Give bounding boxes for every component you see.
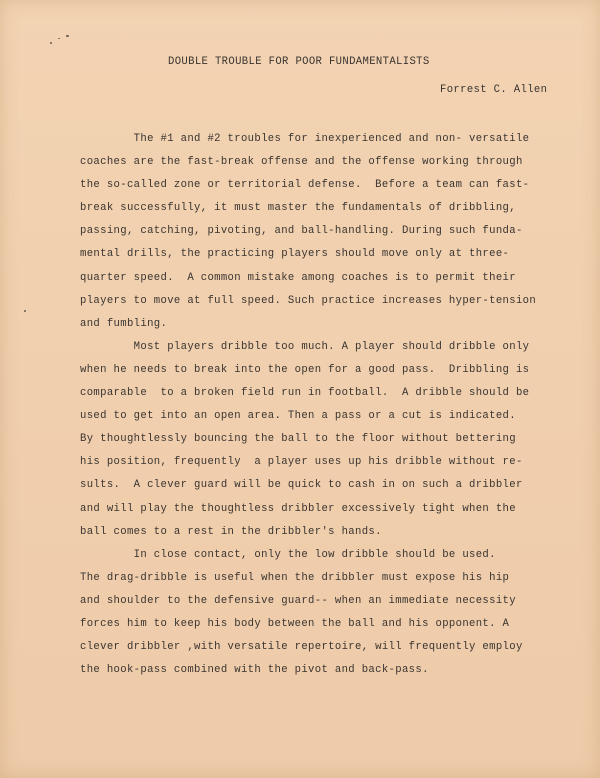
body-line: players to move at full speed. Such practice increases hyper-tension [80, 294, 537, 307]
document-author: Forrest C. Allen [440, 84, 548, 96]
body-line: coaches are the fast-break offense and the offense working through [80, 156, 523, 169]
body-line: break successfully, it must master the fundamentals of dribbling, [80, 202, 516, 215]
body-line: By thoughtlessly bouncing the ball to the floor without bettering [80, 433, 516, 446]
paper-speck [58, 38, 60, 39]
body-line: and will play the thoughtless dribbler excessively tight when the [80, 502, 516, 515]
body-line: and shoulder to the defensive guard-- when an immediate necessity [80, 594, 516, 607]
body-line: forces him to keep his body between the ball and his opponent. A [80, 617, 510, 630]
body-line: and fumbling. [80, 317, 168, 330]
document-title: DOUBLE TROUBLE FOR POOR FUNDAMENTALISTS [168, 56, 430, 68]
body-line: quarter speed. A common mistake among coaches is to permit their [80, 271, 516, 284]
body-line: sults. A clever guard will be quick to cash in on such a dribbler [80, 479, 523, 492]
body-line: comparable to a broken field run in football. A dribble should be [80, 387, 530, 400]
body-line: Most players dribble too much. A player should dribble only [80, 340, 530, 353]
paper-speck [66, 35, 69, 37]
body-line: In close contact, only the low dribble should be used. [80, 548, 496, 561]
body-line: the so-called zone or territorial defense. Before a team can fast- [80, 179, 530, 192]
body-line: when he needs to break into the open for a good pass. Dribbling is [80, 363, 530, 376]
paper-speck [50, 42, 52, 44]
body-line: mental drills, the practicing players should move only at three- [80, 248, 510, 261]
body-line: passing, catching, pivoting, and ball-handling. During such funda- [80, 225, 523, 238]
document-body [80, 128, 560, 682]
body-line: used to get into an open area. Then a pass or a cut is indicated. [80, 410, 516, 423]
body-line: the hook-pass combined with the pivot and back-pass. [80, 664, 429, 677]
body-line: The drag-dribble is useful when the dribbler must expose his hip [80, 571, 510, 584]
paper-speck [24, 310, 26, 312]
body-line: The #1 and #2 troubles for inexperienced and non- versatile [80, 133, 530, 145]
body-line: ball comes to a rest in the dribbler's hands. [80, 525, 382, 538]
body-line: his position, frequently a player uses up his dribble without re- [80, 456, 523, 469]
body-line: clever dribbler ,with versatile repertoire, will frequently employ [80, 641, 523, 654]
